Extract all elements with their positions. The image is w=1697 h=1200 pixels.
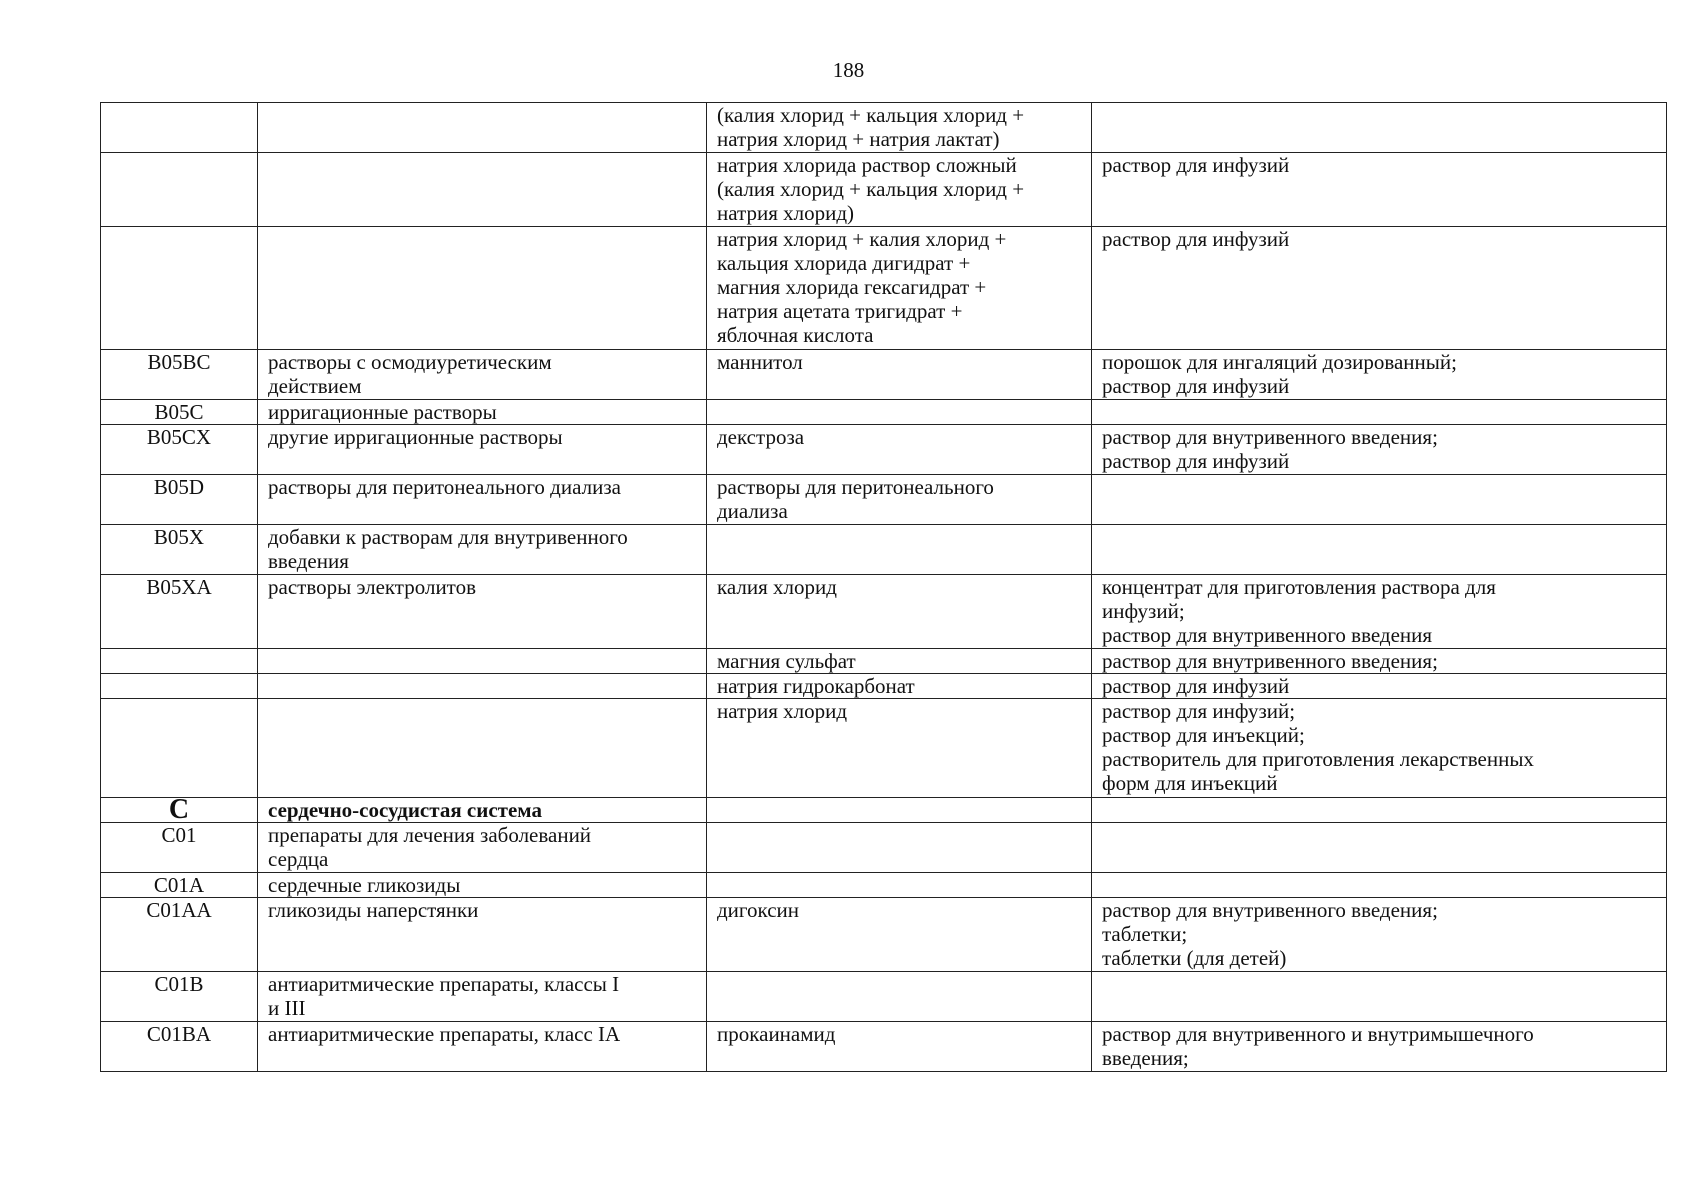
drug-name-line: растворы для перитонеального — [717, 475, 994, 499]
group-name-cell — [258, 823, 707, 873]
dosage-form-line: раствор для внутривенного введения; — [1102, 649, 1438, 673]
group-name-cell — [258, 425, 707, 475]
group-name-cell — [258, 153, 707, 227]
drug-name-cell — [707, 649, 1092, 674]
drug-name-cell — [707, 227, 1092, 350]
table-row — [101, 674, 1667, 699]
group-name-line: растворы электролитов — [268, 575, 477, 599]
drug-name-line: магния хлорида гексагидрат + — [717, 275, 987, 299]
table-row — [101, 350, 1667, 400]
atc-code: B05D — [153, 475, 205, 499]
atc-code: B05X — [153, 525, 205, 549]
dosage-form-line: инфузий; — [1102, 599, 1185, 623]
group-name-line: другие ирригационные растворы — [268, 425, 563, 449]
atc-code: B05C — [154, 400, 204, 424]
drug-name-line: натрия гидрокарбонат — [717, 674, 915, 698]
drug-name-line: натрия ацетата тригидрат + — [717, 299, 963, 323]
atc-code: C01A — [153, 873, 205, 897]
drug-name-line: натрия хлорид) — [717, 201, 854, 225]
group-name-cell — [258, 227, 707, 350]
table-row — [101, 425, 1667, 475]
dosage-form-cell — [1092, 153, 1667, 227]
drug-table — [100, 102, 1667, 1072]
drug-name-cell — [707, 699, 1092, 798]
drug-name-cell — [707, 873, 1092, 898]
atc-code: B05CX — [146, 425, 212, 449]
dosage-form-line: раствор для инфузий — [1102, 153, 1290, 177]
atc-code: B05BC — [147, 350, 211, 374]
dosage-form-cell — [1092, 798, 1667, 823]
atc-code-cell — [101, 350, 258, 400]
atc-code-cell — [101, 400, 258, 425]
dosage-form-line: раствор для инъекций; — [1102, 723, 1305, 747]
table-row — [101, 475, 1667, 525]
atc-code-cell — [101, 649, 258, 674]
dosage-form-cell — [1092, 400, 1667, 425]
atc-code-cell — [101, 575, 258, 649]
drug-name-line: (калия хлорид + кальция хлорид + — [717, 103, 1025, 127]
atc-code-cell — [101, 475, 258, 525]
atc-code-cell — [101, 798, 258, 823]
group-name-cell — [258, 699, 707, 798]
drug-name-line: прокаинамид — [717, 1022, 836, 1046]
group-name-line: антиаритмические препараты, класс IA — [268, 1022, 621, 1046]
table-row — [101, 153, 1667, 227]
group-name-cell — [258, 103, 707, 153]
table-row — [101, 400, 1667, 425]
dosage-form-line: раствор для внутривенного введения; — [1102, 898, 1438, 922]
drug-name-cell — [707, 972, 1092, 1022]
group-name-cell — [258, 1022, 707, 1072]
atc-code: C — [168, 797, 190, 823]
drug-name-cell — [707, 153, 1092, 227]
dosage-form-cell — [1092, 1022, 1667, 1072]
dosage-form-line: форм для инъекций — [1102, 771, 1278, 795]
group-name-cell — [258, 525, 707, 575]
group-name-line: действием — [268, 374, 362, 398]
dosage-form-cell — [1092, 898, 1667, 972]
dosage-form-line: растворитель для приготовления лекарственных — [1102, 747, 1534, 771]
group-name-cell — [258, 798, 707, 823]
dosage-form-cell — [1092, 873, 1667, 898]
dosage-form-cell — [1092, 525, 1667, 575]
table-row — [101, 972, 1667, 1022]
drug-name-line: натрия хлорид + натрия лактат) — [717, 127, 1000, 151]
section-row — [101, 798, 1667, 823]
group-name-cell — [258, 400, 707, 425]
group-name-cell — [258, 575, 707, 649]
atc-code-cell — [101, 425, 258, 475]
group-name-line: введения — [268, 549, 349, 573]
group-name-line: растворы с осмодиуретическим — [268, 350, 552, 374]
drug-name-line: натрия хлорида раствор сложный — [717, 153, 1017, 177]
group-name-line: гликозиды наперстянки — [268, 898, 479, 922]
atc-code-cell — [101, 823, 258, 873]
drug-name-cell — [707, 425, 1092, 475]
dosage-form-line: раствор для инфузий — [1102, 674, 1290, 698]
dosage-form-cell — [1092, 425, 1667, 475]
dosage-form-line: раствор для инфузий — [1102, 374, 1290, 398]
drug-name-cell — [707, 798, 1092, 823]
atc-code-cell — [101, 1022, 258, 1072]
drug-name-line: натрия хлорид — [717, 699, 847, 723]
table-row — [101, 699, 1667, 798]
drug-name-line: кальция хлорида дигидрат + — [717, 251, 971, 275]
atc-code: C01 — [161, 823, 197, 847]
atc-code: C01B — [154, 972, 204, 996]
group-name-cell — [258, 475, 707, 525]
group-name-cell — [258, 649, 707, 674]
group-name-cell — [258, 972, 707, 1022]
table-row — [101, 823, 1667, 873]
atc-code-cell — [101, 972, 258, 1022]
dosage-form-cell — [1092, 103, 1667, 153]
dosage-form-cell — [1092, 227, 1667, 350]
group-name-cell — [258, 873, 707, 898]
group-name-line: добавки к растворам для внутривенного — [268, 525, 628, 549]
dosage-form-cell — [1092, 972, 1667, 1022]
drug-name-line: магния сульфат — [717, 649, 856, 673]
table-row — [101, 898, 1667, 972]
table-row — [101, 227, 1667, 350]
atc-code-cell — [101, 153, 258, 227]
drug-name-cell — [707, 898, 1092, 972]
dosage-form-line: раствор для внутривенного введения; — [1102, 425, 1438, 449]
dosage-form-cell — [1092, 823, 1667, 873]
dosage-form-cell — [1092, 475, 1667, 525]
drug-name-cell — [707, 525, 1092, 575]
atc-code-cell — [101, 873, 258, 898]
drug-name-line: калия хлорид — [717, 575, 837, 599]
group-name-cell — [258, 350, 707, 400]
drug-table-body — [101, 103, 1667, 1072]
atc-code-cell — [101, 699, 258, 798]
table-row — [101, 103, 1667, 153]
page-number: 188 — [832, 58, 865, 82]
drug-name-line: яблочная кислота — [717, 323, 874, 347]
drug-name-cell — [707, 674, 1092, 699]
atc-code: B05XA — [146, 575, 212, 599]
group-name-cell — [258, 674, 707, 699]
group-name-line: препараты для лечения заболеваний — [268, 823, 592, 847]
dosage-form-line: введения; — [1102, 1046, 1189, 1070]
dosage-form-cell — [1092, 649, 1667, 674]
atc-code-cell — [101, 103, 258, 153]
table-row — [101, 1022, 1667, 1072]
atc-code-cell — [101, 898, 258, 972]
dosage-form-line: таблетки (для детей) — [1102, 946, 1287, 970]
dosage-form-line: концентрат для приготовления раствора для — [1102, 575, 1496, 599]
table-row — [101, 575, 1667, 649]
group-name-line: сердечные гликозиды — [268, 873, 461, 897]
drug-name-cell — [707, 350, 1092, 400]
group-name-line: сердца — [268, 847, 329, 871]
atc-code-cell — [101, 674, 258, 699]
group-name-cell — [258, 898, 707, 972]
table-row — [101, 649, 1667, 674]
drug-name-line: дигоксин — [717, 898, 799, 922]
group-name-line: растворы для перитонеального диализа — [268, 475, 621, 499]
drug-name-cell — [707, 823, 1092, 873]
drug-name-line: маннитол — [717, 350, 803, 374]
drug-name-cell — [707, 575, 1092, 649]
atc-code: C01AA — [146, 898, 212, 922]
group-name-line: сердечно-сосудистая система — [268, 798, 542, 822]
dosage-form-line: раствор для инфузий — [1102, 449, 1290, 473]
table-row — [101, 873, 1667, 898]
drug-name-cell — [707, 400, 1092, 425]
drug-name-cell — [707, 103, 1092, 153]
dosage-form-line: раствор для инфузий; — [1102, 699, 1296, 723]
dosage-form-line: раствор для внутривенного и внутримышечного — [1102, 1022, 1534, 1046]
group-name-line: антиаритмические препараты, классы I — [268, 972, 620, 996]
drug-name-line: диализа — [717, 499, 788, 523]
dosage-form-line: таблетки; — [1102, 922, 1188, 946]
dosage-form-cell — [1092, 699, 1667, 798]
table-row — [101, 525, 1667, 575]
dosage-form-cell — [1092, 674, 1667, 699]
atc-code-cell — [101, 227, 258, 350]
drug-name-line: натрия хлорид + калия хлорид + — [717, 227, 1007, 251]
drug-name-cell — [707, 1022, 1092, 1072]
dosage-form-cell — [1092, 350, 1667, 400]
dosage-form-line: раствор для внутривенного введения — [1102, 623, 1433, 647]
dosage-form-cell — [1092, 575, 1667, 649]
drug-name-line: (калия хлорид + кальция хлорид + — [717, 177, 1025, 201]
atc-code: C01BA — [146, 1022, 212, 1046]
group-name-line: и III — [268, 996, 306, 1020]
atc-code-cell — [101, 525, 258, 575]
group-name-line: ирригационные растворы — [268, 400, 497, 424]
dosage-form-line: раствор для инфузий — [1102, 227, 1290, 251]
drug-name-line: декстроза — [717, 425, 805, 449]
dosage-form-line: порошок для ингаляций дозированный; — [1102, 350, 1457, 374]
drug-name-cell — [707, 475, 1092, 525]
